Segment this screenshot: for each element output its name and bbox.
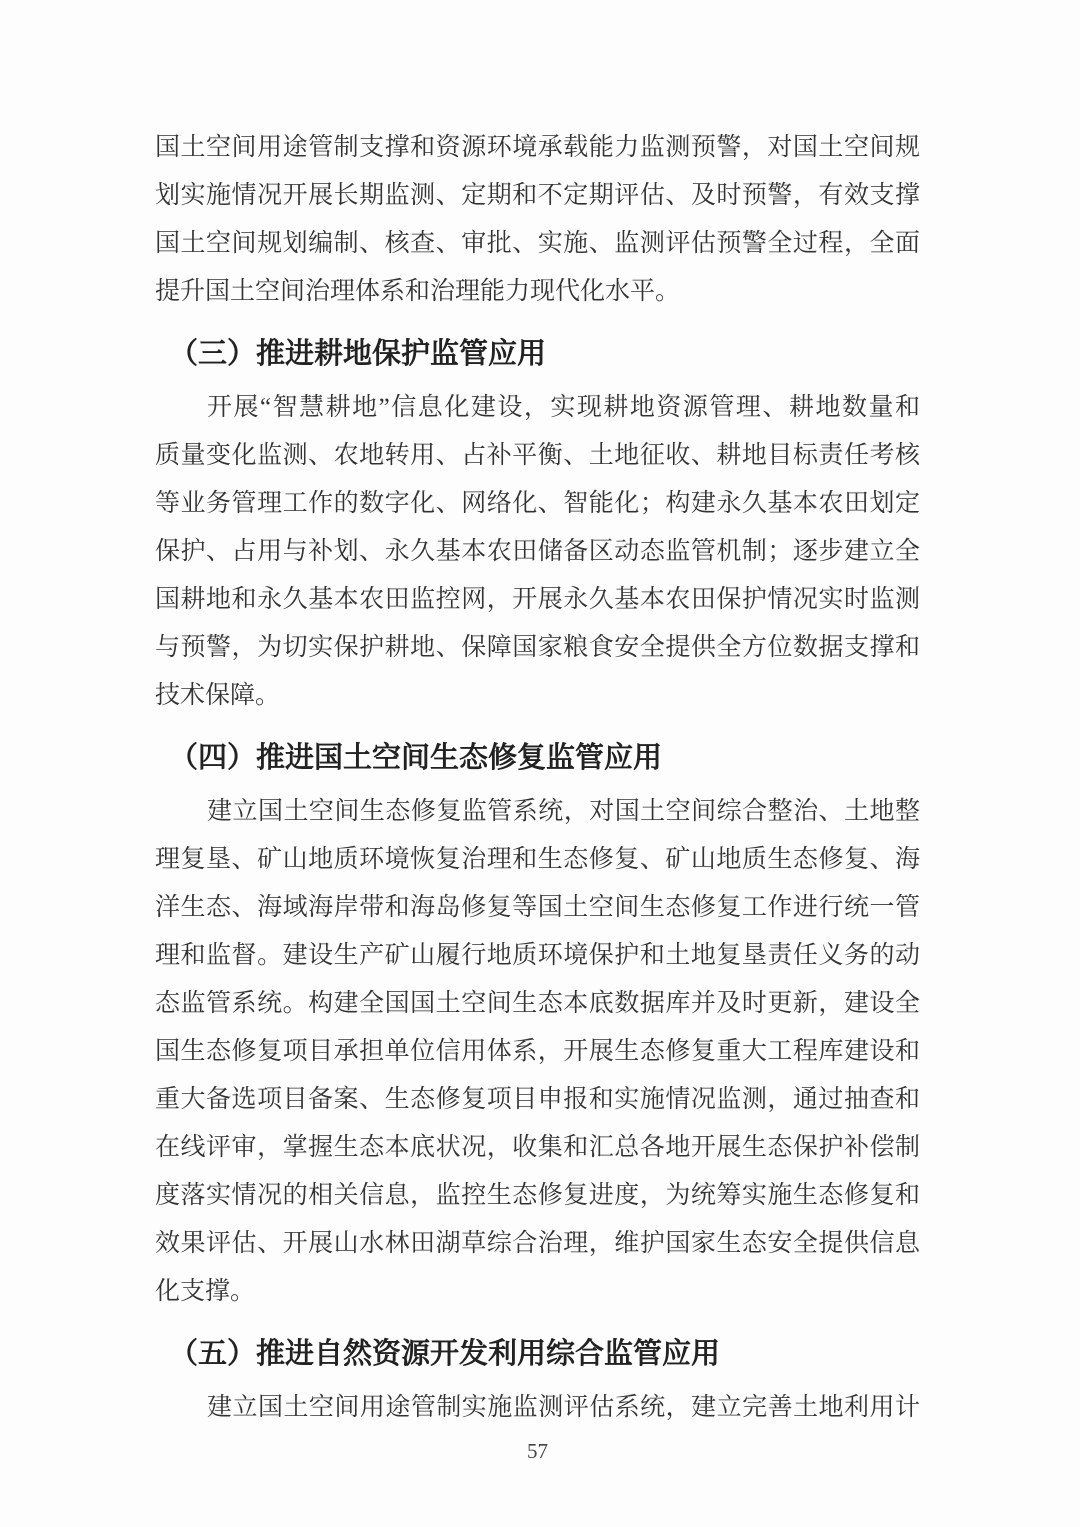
text-line: 建立国土空间生态修复监管系统，对国土空间综合整治、土地整 — [207, 798, 920, 825]
text-line: 洋生态、海域海岸带和海岛修复等国土空间生态修复工作进行统一管 — [155, 894, 920, 921]
document-body — [155, 124, 920, 1432]
text-line: 保护、占用与补划、永久基本农田储备区动态监管机制；逐步建立全 — [155, 538, 920, 565]
text-line: 提升国土空间治理体系和治理能力现代化水平。 — [155, 278, 681, 305]
text-line: 化支撑。 — [155, 1278, 256, 1305]
text-line: 等业务管理工作的数字化、网络化、智能化；构建永久基本农田划定 — [155, 490, 920, 517]
text-line: 建立国土空间用途管制实施监测评估系统，建立完善土地利用计 — [207, 1394, 920, 1421]
section-heading: （四）推进国土空间生态修复监管应用 — [169, 742, 663, 774]
page-number: 57 — [527, 1439, 548, 1463]
text-line: 开展“智慧耕地”信息化建设，实现耕地资源管理、耕地数量和 — [207, 394, 920, 421]
text-line: 国土空间用途管制支撑和资源环境承载能力监测预警，对国土空间规 — [155, 134, 920, 161]
text-line: 理和监督。建设生产矿山履行地质环境保护和土地复垦责任义务的动 — [155, 942, 920, 969]
text-line: 效果评估、开展山水林田湖草综合治理，维护国家生态安全提供信息 — [155, 1230, 920, 1257]
text-line: 技术保障。 — [155, 682, 281, 709]
text-line: 度落实情况的相关信息，监控生态修复进度，为统筹实施生态修复和 — [155, 1182, 920, 1209]
text-line: 重大备选项目备案、生态修复项目申报和实施情况监测，通过抽查和 — [155, 1086, 920, 1113]
text-line: 与预警，为切实保护耕地、保障国家粮食安全提供全方位数据支撑和 — [155, 634, 920, 661]
section-heading: （五）推进自然资源开发利用综合监管应用 — [169, 1338, 721, 1370]
text-line: 理复垦、矿山地质环境恢复治理和生态修复、矿山地质生态修复、海 — [155, 846, 920, 873]
text-line: 划实施情况开展长期监测、定期和不定期评估、及时预警，有效支撑 — [155, 182, 920, 209]
text-line: 国耕地和永久基本农田监控网，开展永久基本农田保护情况实时监测 — [155, 586, 920, 613]
text-line: 态监管系统。构建全国国土空间生态本底数据库并及时更新，建设全 — [155, 990, 920, 1017]
text-line: 国生态修复项目承担单位信用体系，开展生态修复重大工程库建设和 — [155, 1038, 920, 1065]
text-line: 国土空间规划编制、核查、审批、实施、监测评估预警全过程，全面 — [155, 230, 920, 257]
text-line: 在线评审，掌握生态本底状况，收集和汇总各地开展生态保护补偿制 — [155, 1134, 920, 1161]
text-line: 质量变化监测、农地转用、占补平衡、土地征收、耕地目标责任考核 — [155, 442, 920, 469]
section-heading: （三）推进耕地保护监管应用 — [169, 338, 547, 370]
